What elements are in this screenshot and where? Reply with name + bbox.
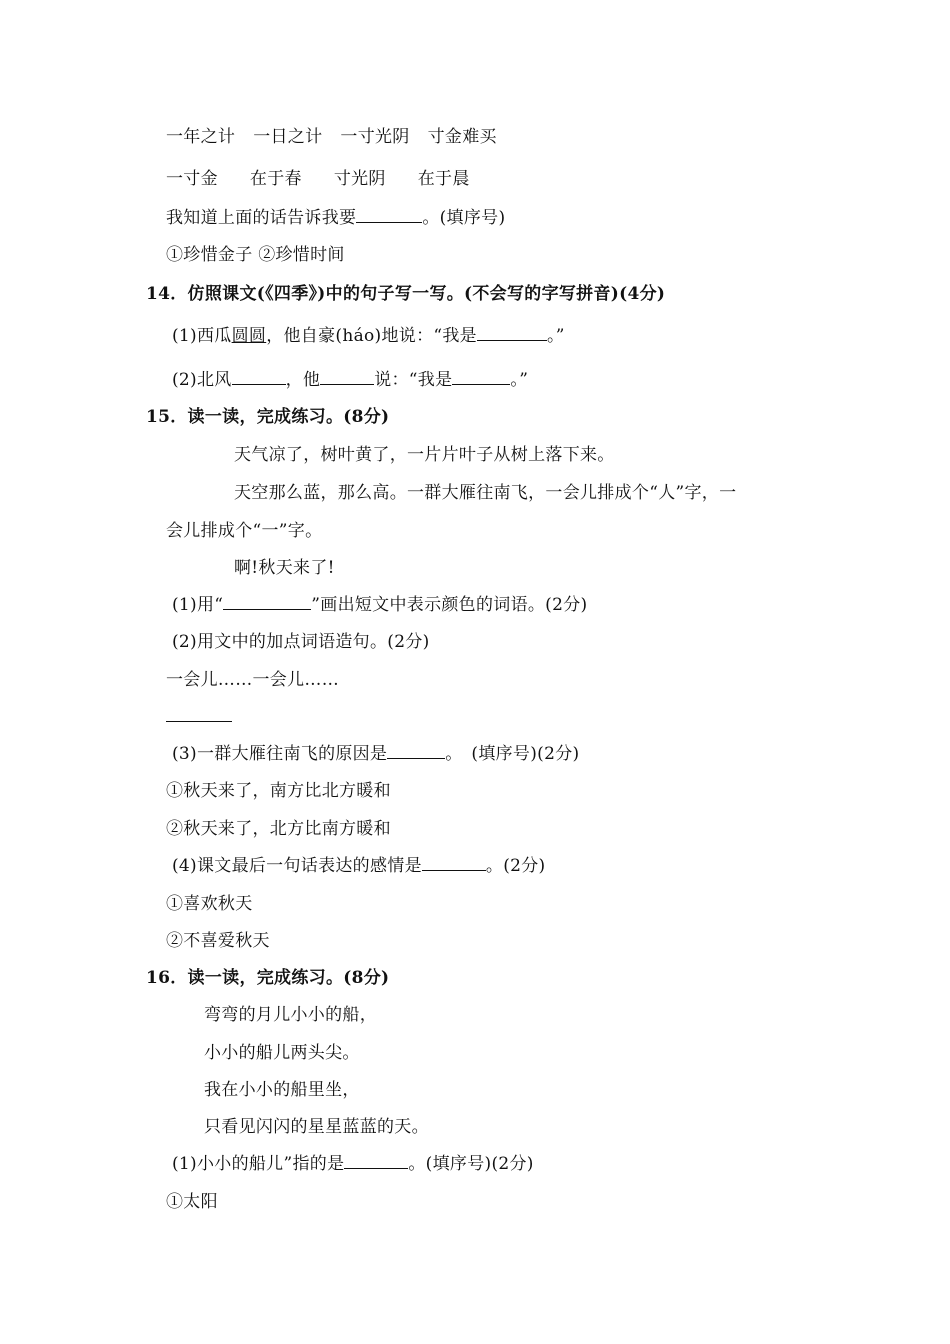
q13-proverb-row-2 [166, 167, 470, 191]
answer-blank[interactable] [477, 324, 547, 341]
phrase: 在于春 [249, 169, 302, 189]
q15-passage-p3: 啊!秋天来了! [234, 558, 335, 578]
answer-blank[interactable] [320, 368, 374, 385]
underlined-word: 圆圆 [231, 326, 267, 346]
phrase: 一寸金 [166, 169, 218, 189]
q15-passage-p2b: 会儿排成个“一”字。 [166, 521, 323, 541]
q15-sub-4: (4)课文最后一句话表达的感情是 。(2分) [172, 856, 546, 876]
phrase: 一日之计 [253, 127, 323, 147]
q15-passage-p1: 天气凉了，树叶黄了，一片片叶子从树上落下来。 [234, 445, 615, 465]
q15-passage-p2a: 天空那么蓝，那么高。一群大雁往南飞，一会儿排成个“人”字，一 [234, 483, 737, 503]
answer-blank[interactable] [387, 742, 445, 759]
q15-sub-3-option-1: ①秋天来了，南方比北方暖和 [166, 781, 391, 801]
q15-sub-4-option-2: ②不喜爱秋天 [166, 931, 270, 951]
answer-blank[interactable] [344, 1152, 408, 1169]
q13-options: ①珍惜金子 ②珍惜时间 [166, 245, 345, 265]
q15-sub-3: (3)一群大雁往南飞的原因是 。 (填序号)(2分) [172, 744, 580, 764]
answer-blank[interactable] [422, 854, 486, 871]
q16-poem-line: 只看见闪闪的星星蓝蓝的天。 [204, 1117, 429, 1137]
q16-title: 16．读一读，完成练习。(8分) [146, 968, 390, 988]
q15-sub-1: (1)用“ ”画出短文中表示颜色的词语。(2分) [172, 595, 588, 615]
phrase: 在于晨 [417, 169, 470, 189]
phrase: 一寸光阴 [340, 127, 410, 147]
q16-sub-1: (1)小小的船儿”指的是 。(填序号)(2分) [172, 1154, 534, 1174]
answer-blank[interactable] [223, 593, 311, 610]
q15-sub-4-option-1: ①喜欢秋天 [166, 894, 253, 914]
q16-poem-line: 小小的船儿两头尖。 [204, 1043, 360, 1063]
q15-title: 15．读一读，完成练习。(8分) [146, 407, 390, 427]
q14-line-2: (2)北风 ，他 说：“我是 。” [172, 370, 529, 390]
answer-blank[interactable] [356, 206, 422, 223]
phrase: 一年之计 [166, 127, 236, 147]
q16-sub-1-option-1: ①太阳 [166, 1192, 218, 1212]
q16-poem-line: 我在小小的船里坐， [204, 1080, 360, 1100]
phrase: 寸光阴 [333, 169, 386, 189]
q14-line-1: (1)西瓜圆圆，他自豪(háo)地说：“我是 。” [172, 326, 565, 346]
q15-sub-3-option-2: ②秋天来了，北方比南方暖和 [166, 819, 391, 839]
q15-sub-2: (2)用文中的加点词语造句。(2分) [172, 632, 430, 652]
answer-blank[interactable] [232, 368, 286, 385]
answer-blank[interactable] [452, 368, 510, 385]
q16-poem-line: 弯弯的月儿小小的船， [204, 1005, 377, 1025]
answer-blank-sentence[interactable] [166, 721, 232, 722]
q13-proverb-row-1 [166, 125, 497, 149]
q13-prompt: 我知道上面的话告诉我要 。(填序号) [166, 208, 506, 228]
phrase: 寸金难买 [427, 127, 497, 147]
q14-title: 14．仿照课文(《四季》)中的句子写一写。(不会写的字写拼音)(4分) [146, 284, 666, 304]
q15-sub-2-model: 一会儿……一会儿…… [166, 670, 339, 690]
